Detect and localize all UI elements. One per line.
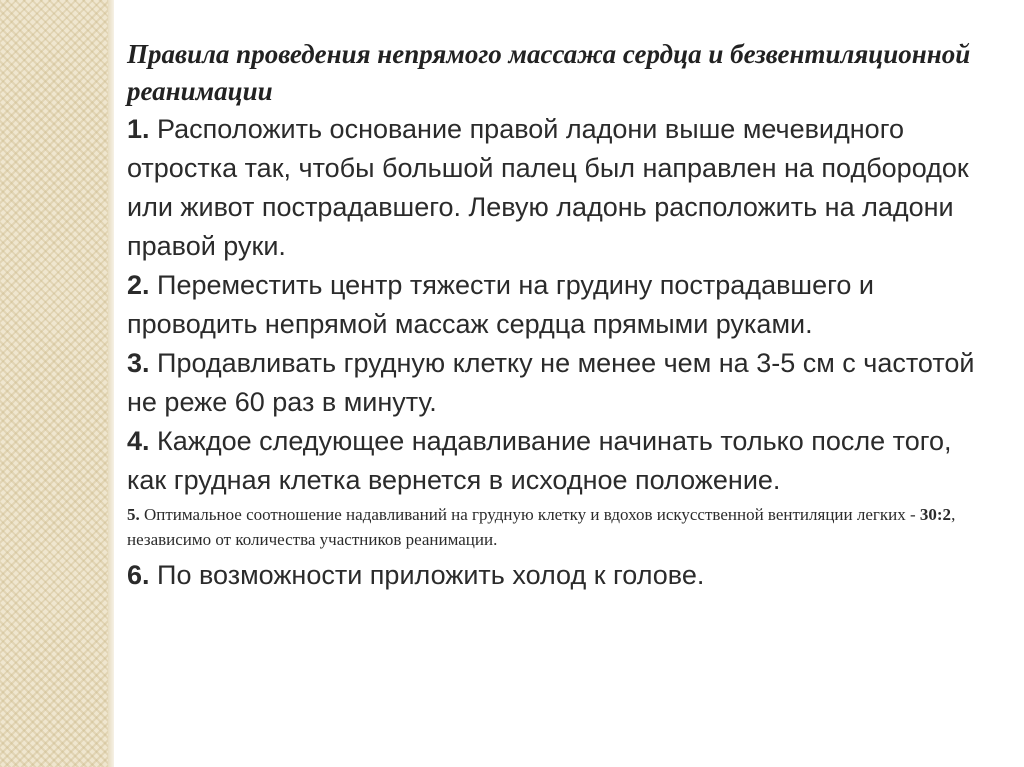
rule-4 xyxy=(127,422,987,500)
rule-5 xyxy=(127,502,987,552)
slide-title: Правила проведения непрямого массажа сердца и безвентиляционной реанимации xyxy=(127,39,971,106)
rule-4-number: 4. xyxy=(127,426,150,456)
rule-1-text: Расположить основание правой ладони выше мечевидного отростка так, чтобы большой палец был направлен на подбородок или живот пострадавшего. Левую ладонь расположить на ладони правой руки. xyxy=(127,114,969,261)
stripe-edge xyxy=(108,0,114,767)
rule-4-text: Каждое следующее надавливание начинать только после того, как грудная клетка вернется в исходное положение. xyxy=(127,426,952,495)
rule-1 xyxy=(127,110,987,266)
rule-6 xyxy=(127,556,987,595)
rule-5-text-before: Оптимальное соотношение надавливаний на грудную клетку и вдохов искусственной вентиляции легких - xyxy=(139,505,920,524)
slide-content xyxy=(127,36,987,595)
rule-5-ratio: 30:2 xyxy=(919,505,952,524)
rule-5-text-after: , независимо от количества участников реанимации. xyxy=(127,505,956,549)
rule-3-text: Продавливать грудную клетку не менее чем на 3-5 см с частотой не реже 60 раз в минуту. xyxy=(127,348,975,417)
rule-3 xyxy=(127,344,987,422)
rule-6-number: 6. xyxy=(127,560,150,590)
rule-2 xyxy=(127,266,987,344)
rule-1-number: 1. xyxy=(127,114,150,144)
decorative-side-stripe xyxy=(0,0,108,767)
rule-2-number: 2. xyxy=(127,270,150,300)
rule-3-number: 3. xyxy=(127,348,150,378)
rule-2-text: Переместить центр тяжести на грудину пострадавшего и проводить непрямой массаж сердца прямыми руками. xyxy=(127,270,874,339)
rule-5-number: 5. xyxy=(127,505,140,524)
rule-6-text: По возможности приложить холод к голове. xyxy=(149,560,705,590)
